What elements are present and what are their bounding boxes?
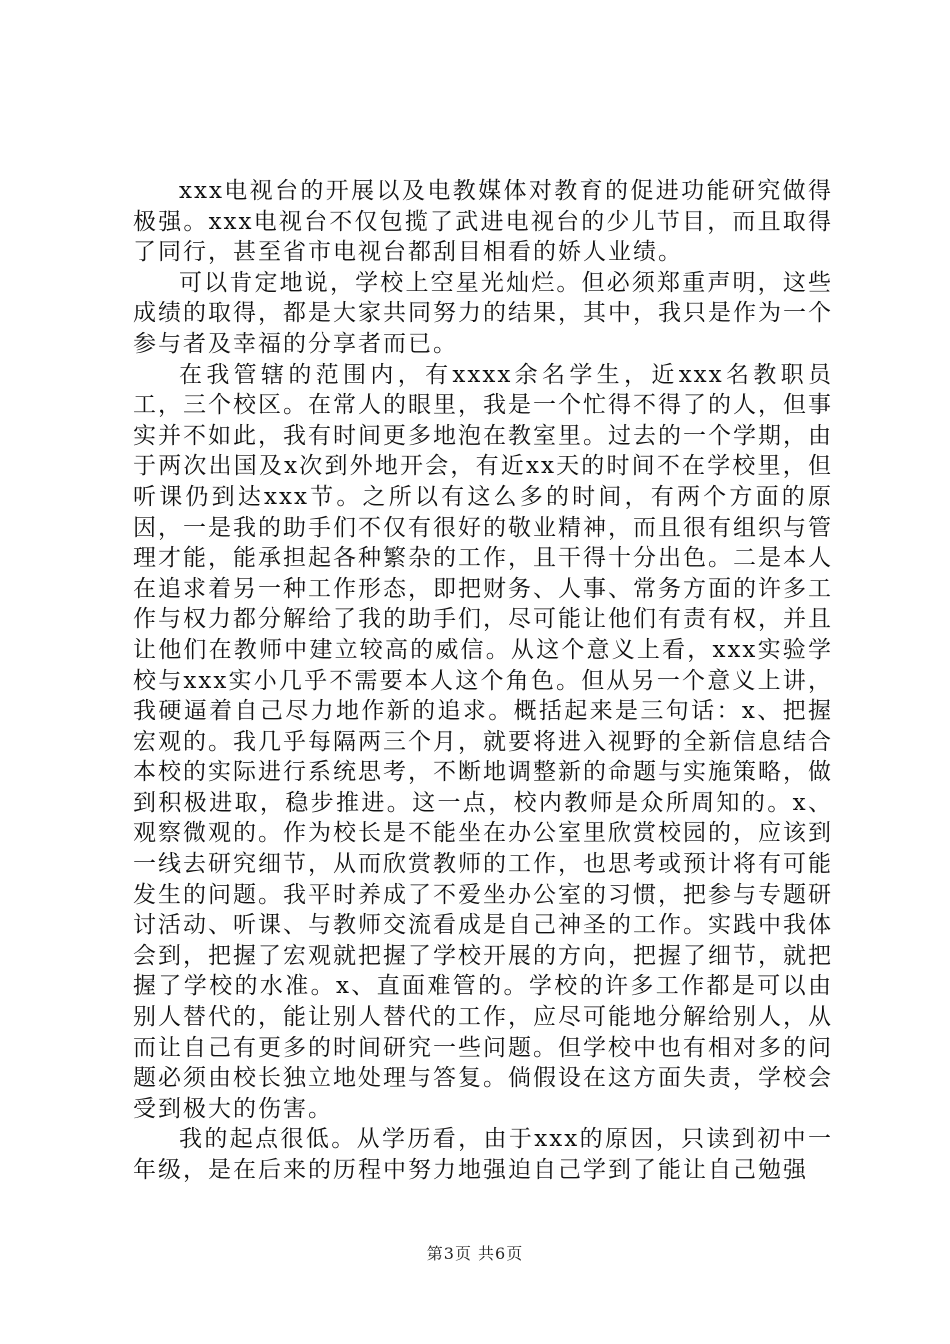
- paragraph: xxx电视台的开展以及电教媒体对教育的促进功能研究做得极强。xxx电视台不仅包揽了武进电视台的少儿节目，而且取得了同行，甚至省市电视台都刮目相看的娇人业绩。: [133, 178, 833, 266]
- page-number-footer: 第3页 共6页: [426, 1244, 524, 1263]
- paragraph: 可以肯定地说，学校上空星光灿烂。但必须郑重声明，这些成绩的取得，都是大家共同努力的结果，其中，我只是作为一个参与者及幸福的分享者而已。: [133, 269, 833, 357]
- paragraph: 在我管辖的范围内，有xxxx余名学生，近xxx名教职员工，三个校区。在常人的眼里，我是一个忙得不得了的人，但事实并不如此，我有时间更多地泡在教室里。过去的一个学期，由于两次出国及x次到外地开会，有近xx天的时间不在学校里，但听课仍到达xxx节。之所以有这么多的时间，有两个方面的原因，一是我的助手们不仅有很好的敬业精神，而且很有组织与管理才能，能承担起各种繁杂的工作，且干得十分出色。二是本人在追求着另一种工作形态，即把财务、人事、常务方面的许多工作与权力都分解给了我的助手们，尽可能让他们有责有权，并且让他们在教师中建立较高的威信。从这个意义上看，xxx实验学校与xxx实小几乎不需要本人这个角色。但从另一个意义上讲，我硬逼着自己尽力地作新的追求。概括起来是三句话：x、把握宏观的。我几乎每隔两三个月，就要将进入视野的全新信息结合本校的实际进行系统思考，不断地调整新的命题与实施策略，做到积极进取，稳步推进。这一点，校内教师是众所周知的。x、观察微观的。作为校长是不能坐在办公室里欣赏校园的，应该到一线去研究细节，从而欣赏教师的工作，也思考或预计将有可能发生的问题。我平时养成了不爱坐办公室的习惯，把参与专题研讨活动、听课、与教师交流看成是自己神圣的工作。实践中我体会到，把握了宏观就把握了学校开展的方向，把握了细节，就把握了学校的水准。x、直面难管的。学校的许多工作都是可以由别人替代的，能让别人替代的工作，应尽可能地分解给别人，从而让自己有更多的时间研究一些问题。但学校中也有相对多的问题必须由校长独立地处理与答复。倘假设在这方面失责，学校会受到极大的伤害。: [133, 361, 833, 1122]
- paragraph: 我的起点很低。从学历看，由于xxx的原因，只读到初中一年级，是在后来的历程中努力地强迫自己学到了能让自己勉强: [133, 1126, 833, 1183]
- document-body: [133, 176, 833, 1186]
